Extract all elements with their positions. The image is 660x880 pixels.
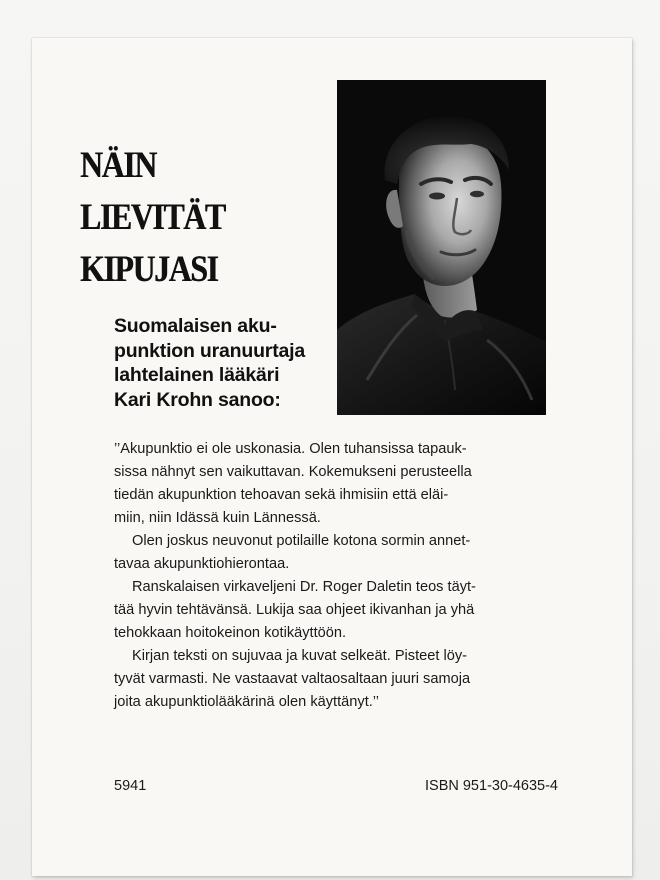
quote-line: miin, niin Idässä kuin Lännessä. [114,510,321,526]
title-line-1: NÄIN [80,145,156,186]
author-portrait [337,80,546,415]
blurb-quote [114,438,560,714]
quote-line: tyvät varmasti. Ne vastaavat valtaosaltaan juuri samoja [114,671,471,687]
intro-text [114,314,305,412]
quote-paragraph [114,645,560,714]
intro-line-3: lahtelainen lääkäri [114,364,280,386]
product-code: 5941 [114,778,147,794]
quote-line: tää hyvin tehtävänsä. Lukija saa ohjeet ikivanhan ja yhä [114,602,475,618]
quote-paragraph [114,530,560,576]
quote-line: ’’Akupunktio ei ole uskonasia. Olen tuhansissa tapauk- [114,441,467,457]
quote-line: Ranskalaisen virkaveljeni Dr. Roger Daletin teos täyt- [132,579,476,595]
quote-line: tiedän akupunktion tehoavan sekä ihmisiin että eläi- [114,487,449,503]
book-title [80,140,225,296]
quote-paragraph [114,438,560,530]
quote-line: Kirjan teksti on sujuvaa ja kuvat selkeät. Pisteet löy- [132,648,468,664]
quote-line: tavaa akupunktiohierontaa. [114,556,290,572]
quote-line: Olen joskus neuvonut potilaille kotona sormin annet- [132,533,471,549]
quote-line: joita akupunktiolääkärinä olen käyttänyt.’’ [114,694,380,710]
title-line-2: LIEVITÄT [80,197,225,238]
isbn-number: ISBN 951-30-4635-4 [425,778,558,794]
intro-line-4: Kari Krohn sanoo: [114,388,281,411]
intro-line-2: punktion uranuurtaja [114,339,306,362]
quote-line: sissa nähnyt sen vaikuttavan. Kokemukseni perusteella [114,464,472,480]
quote-line: tehokkaan hoitokeinon kotikäyttöön. [114,625,347,641]
intro-line-1: Suomalaisen aku- [114,315,277,337]
quote-paragraph [114,576,560,645]
title-line-3: KIPUJASI [80,249,218,290]
portrait-photo-icon [337,80,546,415]
